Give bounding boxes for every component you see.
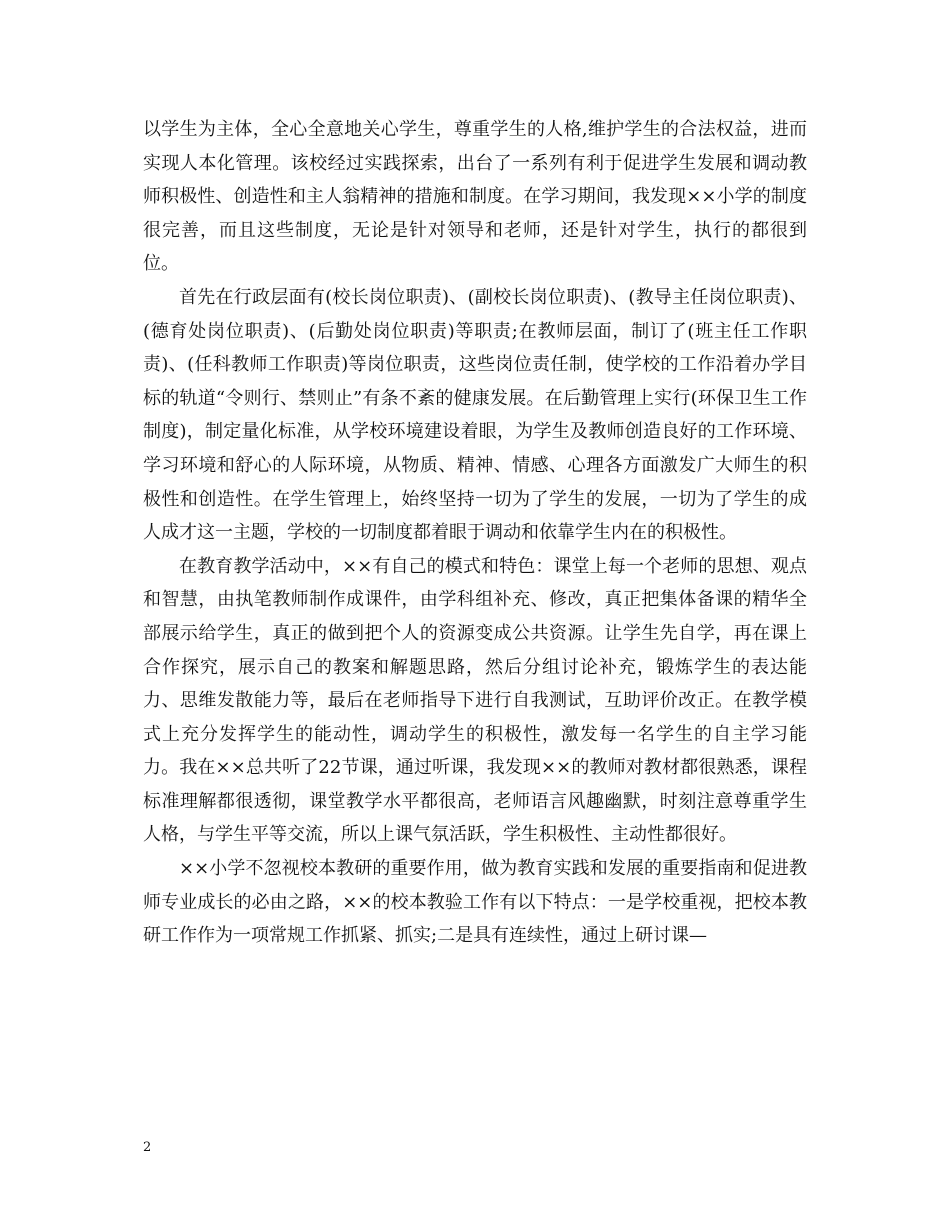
paragraph-1: 以学生为主体，全心全意地关心学生，尊重学生的人格,维护学生的合法权益，进而实现人本化管理。该校经过实践探索，出台了一系列有利于促进学生发展和调动教师积极性、创造性和主人翁精神的措施和制度。在学习期间，我发现××小学的制度很完善，而且这些制度，无论是针对领导和老师，还是针对学生，执行的都很到位。 xyxy=(143,119,807,275)
paragraph-2: 首先在行政层面有(校长岗位职责)、(副校长岗位职责)、(教导主任岗位职责)、(德育处岗位职责)、(后勤处岗位职责)等职责;在教师层面，制订了(班主任工作职责)、(任科教师工作职责)等岗位职责，这些岗位责任制，使学校的工作沿着办学目标的轨道“令则行、禁则止”有条不紊的健康发展。在后勤管理上实行(环保卫生工作制度)，制定量化标准，从学校环境建设着眼，为学生及教师创造良好的工作环境、学习环境和舒心的人际环境，从物质、精神、情感、心理各方面激发广大师生的积极性和创造性。在学生管理上，始终坚持一切为了学生的发展，一切为了学生的成人成才这一主题，学校的一切制度都着眼于调动和依靠学生内在的积极性。 xyxy=(143,286,807,544)
paragraph-4: ××小学不忽视校本教研的重要作用，做为教育实践和发展的重要指南和促进教师专业成长的必由之路，××的校本教验工作有以下特点：一是学校重视，把校本教研工作作为一项常规工作抓紧、抓实;二是具有连续性，通过上研讨课— xyxy=(143,858,807,947)
paragraph-3: 在教育教学活动中，××有自己的模式和特色：课堂上每一个老师的思想、观点和智慧，由执笔教师制作成课件，由学科组补充、修改，真正把集体备课的精华全部展示给学生，真正的做到把个人的资源变成公共资源。让学生先自学，再在课上合作探究，展示自己的教案和解题思路，然后分组讨论补充，锻炼学生的表达能力、思维发散能力等，最后在老师指导下进行自我测试，互助评价改正。在教学模式上充分发挥学生的能动性，调动学生的积极性，激发每一名学生的自主学习能力。我在××总共听了22节课，通过听课，我发现××的教师对教材都很熟悉，课程标准理解都很透彻，课堂教学水平都很高，老师语言风趣幽默，时刻注意尊重学生人格，与学生平等交流，所以上课气氛活跃，学生积极性、主动性都很好。 xyxy=(143,555,807,846)
page-number: 2 xyxy=(143,1140,152,1155)
document-body xyxy=(143,113,807,953)
